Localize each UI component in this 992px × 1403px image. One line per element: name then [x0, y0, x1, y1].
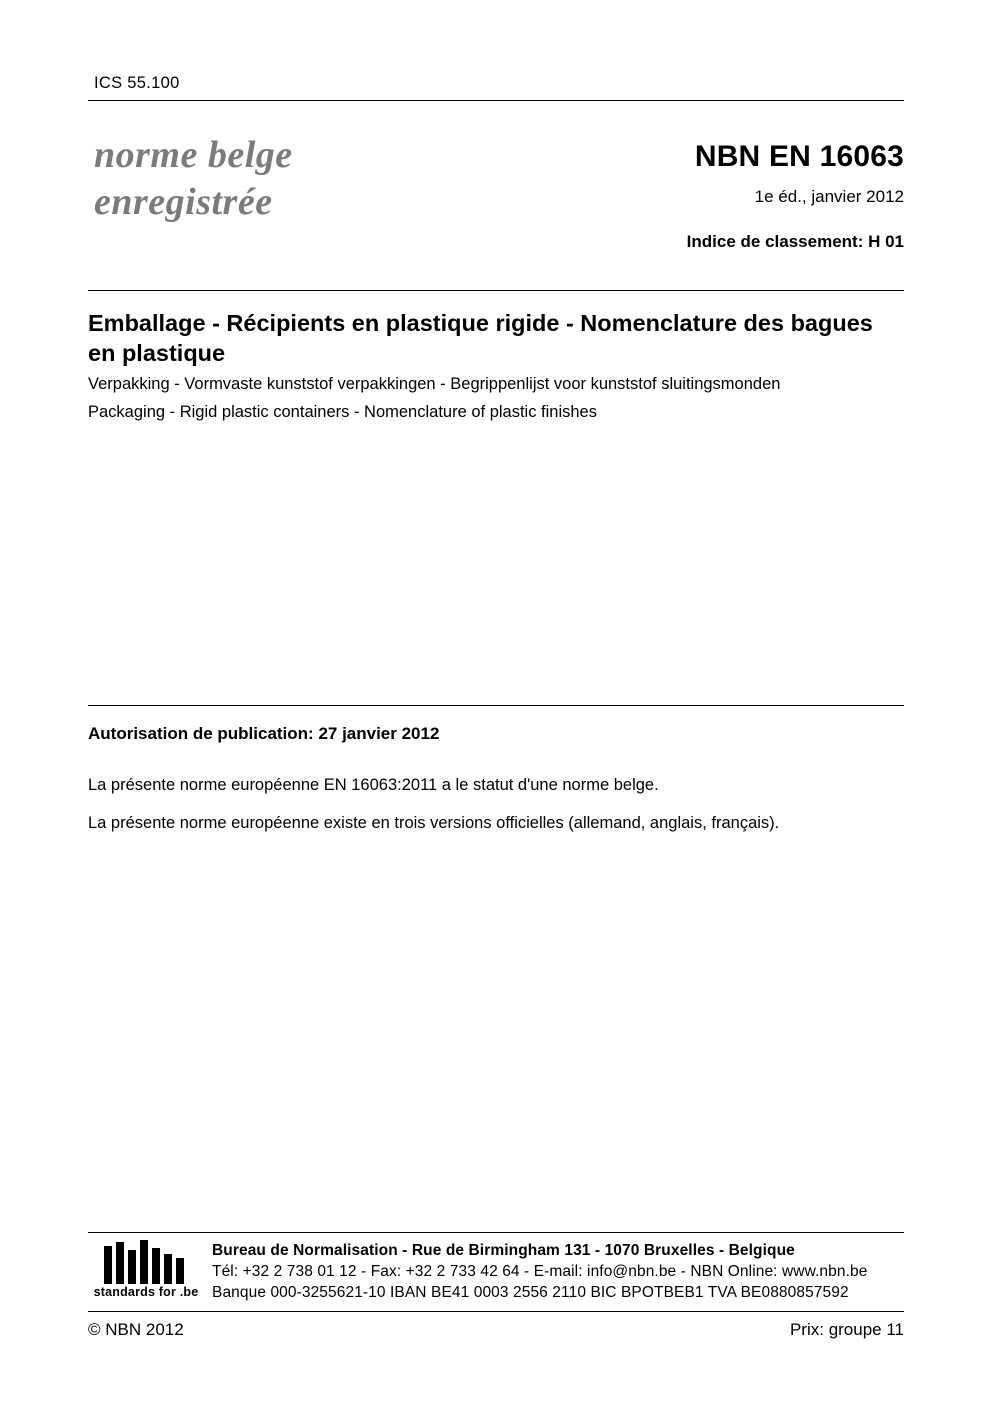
nbn-logo-text: standards for .be: [93, 1285, 199, 1299]
footer-contact: Tél: +32 2 738 01 12 - Fax: +32 2 733 42 64 - E-mail: info@nbn.be - NBN Online: www.nbn.be: [212, 1263, 868, 1280]
brand-line-2: enregistrée: [94, 181, 273, 223]
publication-note-2: La présente norme européenne existe en trois versions officielles (allemand, anglais, français).: [88, 814, 780, 832]
title-english: Packaging - Rigid plastic containers - Nomenclature of plastic finishes: [88, 403, 597, 421]
brand-title: [94, 132, 293, 226]
divider-middle: [88, 290, 904, 291]
price-group: Prix: groupe 11: [789, 1320, 904, 1339]
page-content: [88, 0, 904, 1403]
nbn-logo-icon: [100, 1240, 192, 1284]
nbn-logo: [88, 1240, 204, 1302]
divider-top: [88, 100, 904, 101]
divider-footer: [88, 1232, 904, 1233]
title-french: Emballage - Récipients en plastique rigide - Nomenclature des bagues en plastique: [88, 310, 873, 366]
standard-classification: Indice de classement: H 01: [686, 232, 904, 251]
divider-footer-bottom: [88, 1311, 904, 1312]
copyright-notice: © NBN 2012: [88, 1320, 184, 1339]
footer-bank: Banque 000-3255621-10 IBAN BE41 0003 2556 2110 BIC BPOTBEB1 TVA BE0880857592: [212, 1284, 849, 1301]
publication-note-1: La présente norme européenne EN 16063:2011 a le statut d'une norme belge.: [88, 776, 659, 794]
footer-contact-block: [212, 1240, 904, 1303]
publication-authorisation: Autorisation de publication: 27 janvier 2012: [88, 724, 440, 743]
standard-number: NBN EN 16063: [694, 140, 904, 173]
ics-code: ICS 55.100: [94, 74, 180, 92]
footer-address: Bureau de Normalisation - Rue de Birmingham 131 - 1070 Bruxelles - Belgique: [212, 1242, 795, 1259]
brand-line-1: norme belge: [94, 134, 293, 176]
title-dutch: Verpakking - Vormvaste kunststof verpakkingen - Begrippenlijst voor kunststof sluitingsmonden: [88, 375, 781, 393]
standard-edition: 1e éd., janvier 2012: [754, 187, 904, 206]
divider-bottom: [88, 705, 904, 706]
